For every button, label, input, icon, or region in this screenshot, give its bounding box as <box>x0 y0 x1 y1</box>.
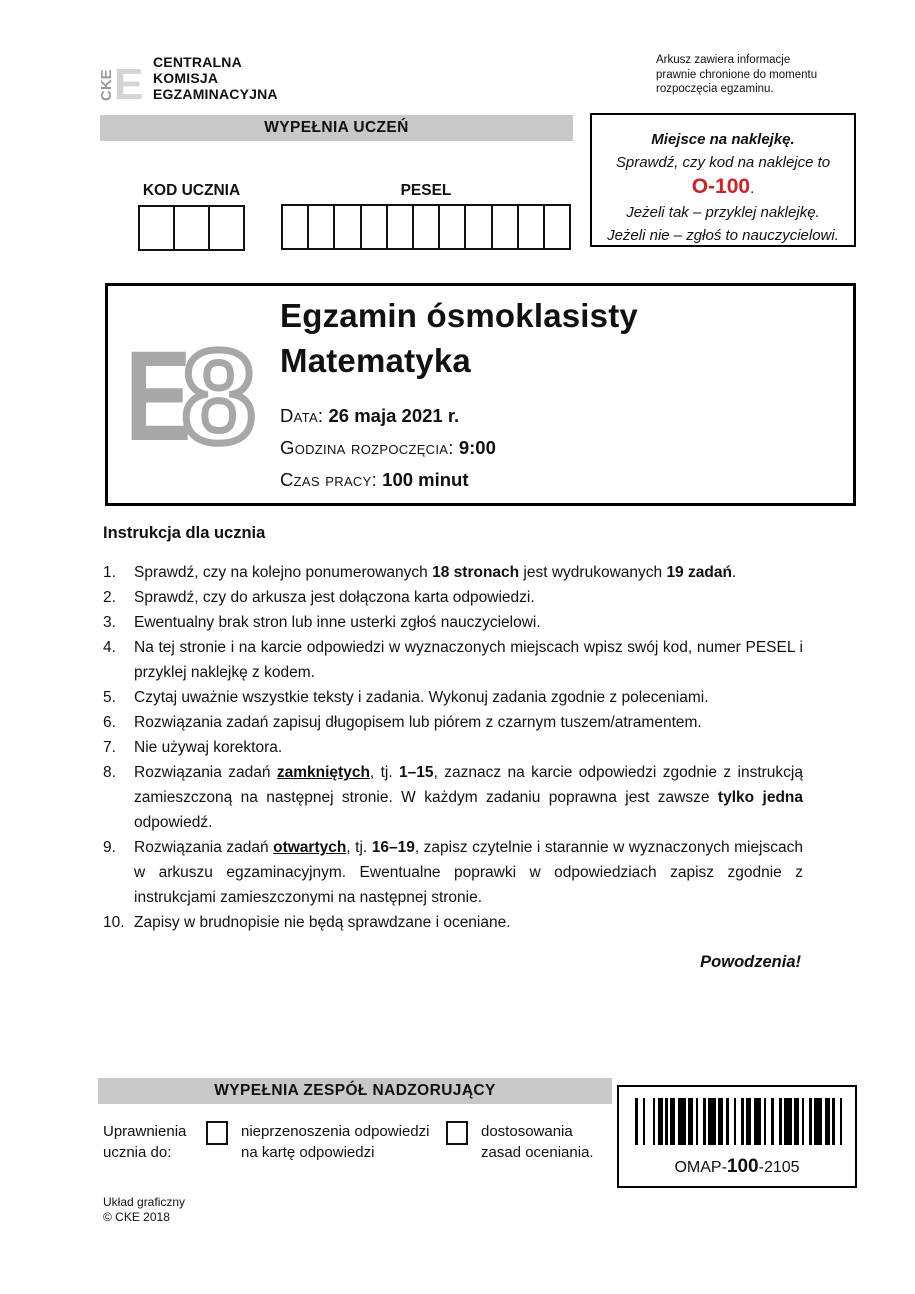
barcode-label-suffix: -2105 <box>758 1159 800 1176</box>
exam-title-box <box>105 283 856 506</box>
barcode-stripe <box>754 1098 762 1145</box>
instruction-text: Ewentualny brak stron lub inne usterki zgłoś nauczycielowi. <box>134 614 541 631</box>
rights-label <box>103 1121 186 1163</box>
instruction-text: Rozwiązania zadań otwartych, tj. 16–19, zapisz czytelnie i starannie w wyznaczonych miejscach w arkuszu egzaminacyjnym. Ewentualne poprawki w odpowiedziach zapisz zgodnie z instrukcjami zamieszczonymi na następnej stronie. <box>134 839 803 906</box>
sticker-box <box>590 113 856 247</box>
pesel-cell[interactable] <box>362 206 388 248</box>
instruction-item <box>103 635 803 685</box>
legal-notice-line: rozpoczęcia egzaminu. <box>656 83 774 95</box>
instruction-item <box>103 835 803 910</box>
instruction-number: 4. <box>103 639 116 656</box>
checkbox-label-line: zasad oceniania. <box>481 1144 594 1161</box>
e8-logo-icon <box>125 344 267 453</box>
instruction-item <box>103 560 803 585</box>
instruction-text: Sprawdź, czy na kolejno ponumerowanych 18 stronach jest wydrukowanych 19 zadań. <box>134 564 737 581</box>
sticker-line: Sprawdź, czy kod na naklejce to <box>615 154 831 171</box>
sticker-code-suffix: . <box>750 180 755 197</box>
instruction-item <box>103 610 803 635</box>
rights-label-line: Uprawnienia <box>103 1123 187 1140</box>
kod-ucznia-label: KOD UCZNIA <box>142 182 241 199</box>
barcode-stripe <box>645 1098 653 1145</box>
instruction-number: 6. <box>103 714 116 731</box>
instruction-text: Rozwiązania zadań zamkniętych, tj. 1–15, zaznacz na karcie odpowiedzi zgodnie z instrukcją zamieszczoną na następnej stronie. W każdym zadaniu poprawna jest zawsze tylko jedna odpowiedź. <box>134 764 804 831</box>
pesel-cell[interactable] <box>335 206 361 248</box>
kod-ucznia-cell[interactable] <box>175 207 210 249</box>
barcode-stripe <box>814 1098 822 1145</box>
instruction-number: 9. <box>103 839 116 856</box>
instruction-text: Rozwiązania zadań zapisuj długopisem lub piórem z czarnym tuszem/atramentem. <box>134 714 702 731</box>
instructions-heading: Instrukcja dla ucznia <box>103 524 266 542</box>
checkbox-label-line: na kartę odpowiedzi <box>241 1144 375 1161</box>
pesel-grid[interactable] <box>281 204 571 250</box>
start-time-label: Godzina rozpoczęcia: <box>280 437 454 458</box>
start-time-value: 9:00 <box>458 437 496 458</box>
date-label: Data: <box>280 405 324 426</box>
barcode-stripe <box>784 1098 792 1145</box>
svg-text:CKE: CKE <box>99 69 115 101</box>
org-name-line: KOMISJA <box>153 70 219 86</box>
org-name-line: EGZAMINACYJNA <box>153 86 278 102</box>
svg-text:E: E <box>125 344 192 448</box>
instruction-number: 3. <box>103 614 116 631</box>
instructions-list <box>103 560 803 935</box>
instruction-text: Nie używaj korektora. <box>134 739 283 756</box>
pesel-cell[interactable] <box>519 206 545 248</box>
checkbox-answer-transfer[interactable] <box>206 1121 228 1145</box>
checkbox-label-line: dostosowania <box>481 1123 573 1140</box>
kod-ucznia-grid[interactable] <box>138 205 245 251</box>
instruction-item <box>103 910 803 935</box>
footer-line: Układ graficzny <box>103 1195 186 1209</box>
instruction-number: 8. <box>103 764 116 781</box>
student-section-bar-label: WYPEŁNIA UCZEŃ <box>264 119 409 136</box>
legal-notice <box>656 53 817 97</box>
svg-text:E: E <box>114 60 144 103</box>
org-name-line: CENTRALNA <box>153 54 242 70</box>
pesel-cell[interactable] <box>440 206 466 248</box>
instruction-number: 2. <box>103 589 116 606</box>
svg-text:8: 8 <box>182 344 256 448</box>
kod-ucznia-cell[interactable] <box>210 207 243 249</box>
checkbox-group-grading-adjustment <box>446 1121 594 1163</box>
pesel-cell[interactable] <box>309 206 335 248</box>
exam-title-line2: Matematyka <box>280 342 471 379</box>
pesel-cell[interactable] <box>283 206 309 248</box>
exam-title-line1: Egzamin ósmoklasisty <box>280 297 638 334</box>
instruction-item <box>103 760 803 835</box>
instruction-number: 10. <box>103 914 125 931</box>
instruction-item <box>103 735 803 760</box>
farewell-text: Powodzenia! <box>700 953 801 971</box>
barcode-stripe <box>678 1098 686 1145</box>
checkbox-grading-adjustment-label <box>481 1121 594 1163</box>
barcode-stripe <box>840 1098 843 1145</box>
barcode-image <box>635 1098 842 1145</box>
pesel-cell[interactable] <box>545 206 569 248</box>
supervisor-section-bar <box>98 1078 612 1104</box>
instruction-number: 7. <box>103 739 116 756</box>
checkbox-label-line: nieprzenoszenia odpowiedzi <box>241 1123 430 1140</box>
sticker-title: Miejsce na naklejkę. <box>651 131 795 148</box>
duration-label: Czas pracy: <box>280 469 378 490</box>
barcode-label-prefix: OMAP- <box>674 1159 727 1176</box>
date-value: 26 maja 2021 r. <box>328 405 460 426</box>
exam-meta <box>280 400 638 496</box>
exam-duration-line <box>280 464 638 496</box>
instruction-number: 1. <box>103 564 116 581</box>
sticker-code: O-100 <box>691 175 751 198</box>
kod-ucznia-cell[interactable] <box>140 207 175 249</box>
pesel-cell[interactable] <box>388 206 414 248</box>
checkbox-answer-transfer-label <box>241 1121 429 1163</box>
instruction-text: Sprawdź, czy do arkusza jest dołączona karta odpowiedzi. <box>134 589 535 606</box>
barcode-label <box>619 1156 855 1178</box>
instruction-number: 5. <box>103 689 116 706</box>
instruction-text: Na tej stronie i na karcie odpowiedzi w wyznaczonych miejscach wpisz swój kod, numer PESEL i przyklej naklejkę z kodem. <box>134 639 803 681</box>
checkbox-group-answer-transfer <box>206 1121 429 1163</box>
cke-logo-icon <box>99 56 146 108</box>
supervisor-section-bar-label: WYPEŁNIA ZESPÓŁ NADZORUJĄCY <box>214 1082 496 1099</box>
footer-line: © CKE 2018 <box>103 1210 170 1224</box>
pesel-cell[interactable] <box>414 206 440 248</box>
exam-start-time-line <box>280 432 638 464</box>
barcode-label-code: 100 <box>726 1156 759 1177</box>
checkbox-grading-adjustment[interactable] <box>446 1121 468 1145</box>
instruction-text: Czytaj uważnie wszystkie teksty i zadania. Wykonuj zadania zgodnie z poleceniami. <box>134 689 709 706</box>
org-name <box>153 54 278 102</box>
pesel-cell[interactable] <box>466 206 492 248</box>
rights-label-line: ucznia do: <box>103 1144 172 1161</box>
legal-notice-line: Arkusz zawiera informacje <box>656 54 791 66</box>
pesel-label: PESEL <box>400 182 452 199</box>
instruction-text: Zapisy w brudnopisie nie będą sprawdzane i oceniane. <box>134 914 511 931</box>
barcode-box <box>617 1085 857 1188</box>
instruction-item <box>103 710 803 735</box>
sticker-line: Jeżeli tak – przyklej naklejkę. <box>626 204 820 221</box>
exam-date-line <box>280 400 638 432</box>
student-section-bar <box>100 115 573 141</box>
legal-notice-line: prawnie chronione do momentu <box>656 68 818 81</box>
duration-value: 100 minut <box>382 469 469 490</box>
footer-copyright <box>103 1195 185 1225</box>
instruction-item <box>103 685 803 710</box>
barcode-stripe <box>708 1098 716 1145</box>
sticker-code-line <box>592 174 854 201</box>
instruction-item <box>103 585 803 610</box>
sticker-line: Jeżeli nie – zgłoś to nauczycielowi. <box>607 227 839 244</box>
pesel-cell[interactable] <box>493 206 519 248</box>
